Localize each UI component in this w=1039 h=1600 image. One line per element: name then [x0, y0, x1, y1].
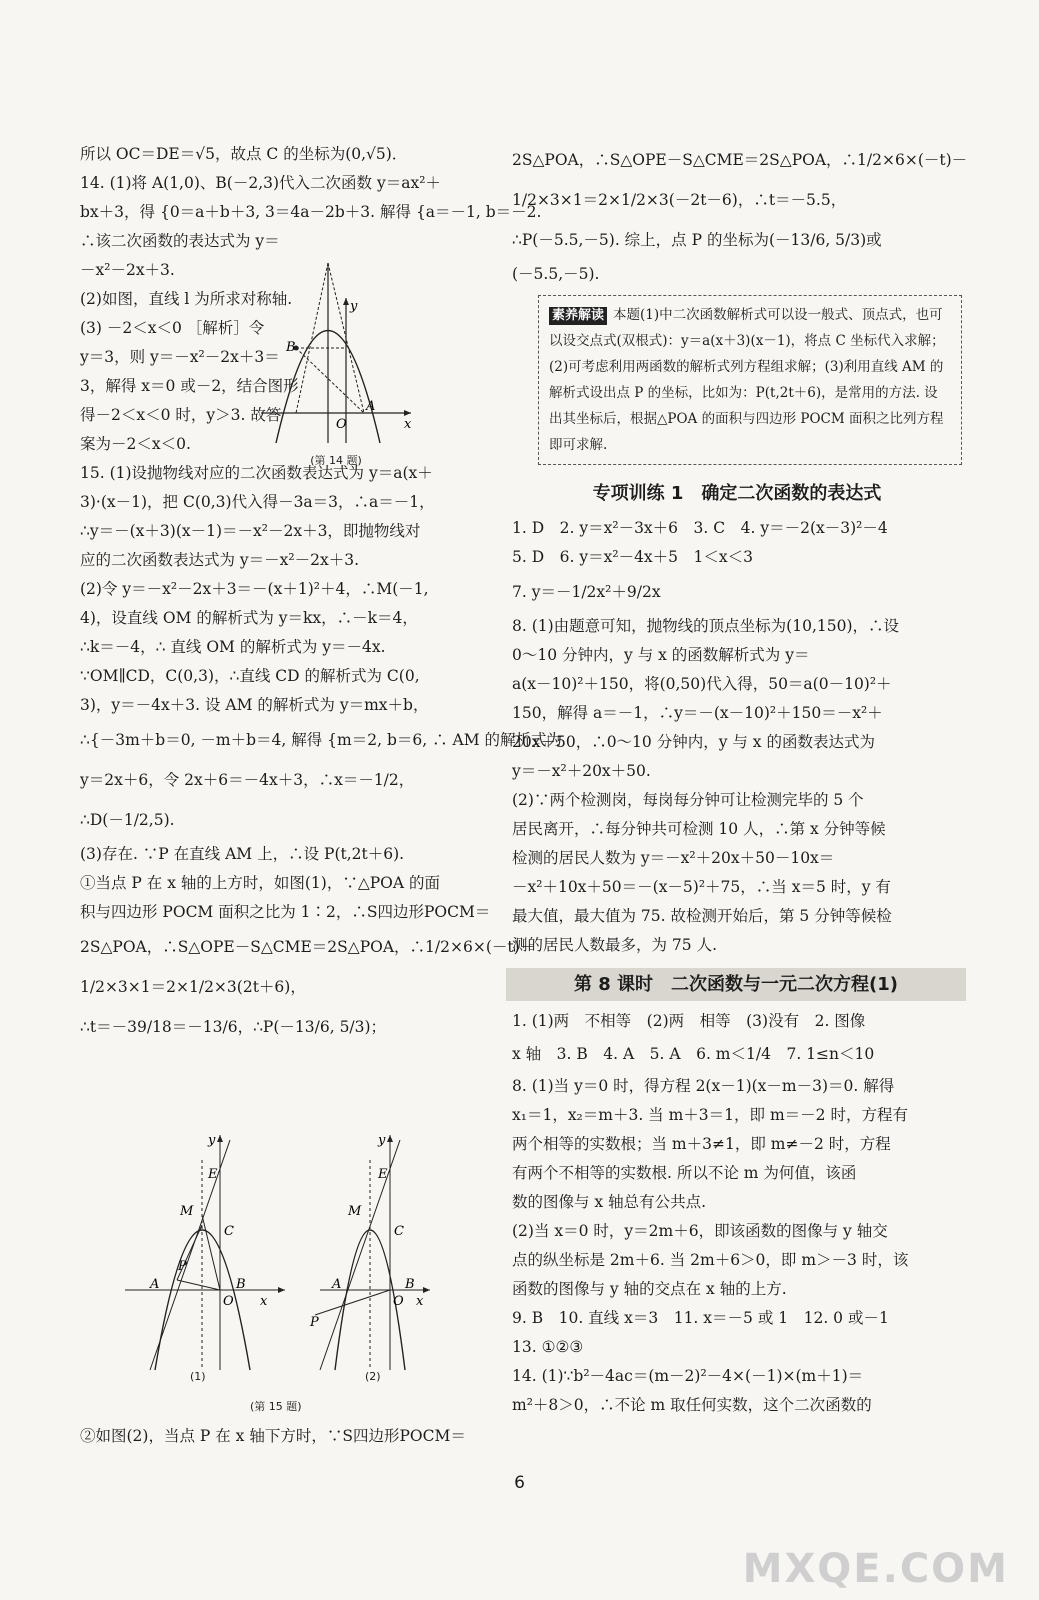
text-line: y＝3，则 y＝－x²－2x＋3＝ [80, 348, 280, 366]
text-line: 13. ①②③ [512, 1338, 584, 1356]
right-column [512, 140, 968, 1420]
svg-text:y: y [350, 299, 358, 314]
text-line: 数的图像与 x 轴总有公共点. [512, 1193, 707, 1211]
text-line: 居民离开，∴每分钟共可检测 10 人，∴第 x 分钟等候 [512, 820, 886, 838]
svg-text:y: y [208, 1133, 216, 1148]
analysis-tag: 素养解读 [549, 307, 607, 325]
text-line: 1. (1)两 不相等 (2)两 相等 (3)没有 2. 图像 [512, 1012, 866, 1030]
svg-text:M: M [348, 1204, 362, 1219]
text-line: 所以 OC＝DE＝√5，故点 C 的坐标为(0,√5)． [80, 145, 408, 163]
text-line: (3) －2＜x＜0 ［解析］令 [80, 319, 265, 337]
figure-14 [256, 258, 416, 468]
text-line: y＝2x＋6，令 2x＋6＝－4x＋3，∴x＝－1/2， [80, 771, 415, 789]
text-line: 积与四边形 POCM 面积之比为 1∶2，∴S四边形POCM＝ [80, 903, 491, 921]
text-line: (2)如图，直线 l 为所求对称轴. [80, 290, 293, 308]
text-line: ∴k＝－4，∴ 直线 OM 的解析式为 y＝－4x. [80, 638, 386, 656]
text-line: 案为－2＜x＜0. [80, 435, 191, 453]
text-line: 1/2×3×1＝2×1/2×3(－2t－6)，∴t＝－5.5， [512, 191, 847, 209]
text-line: 1. D 2. y＝x²－3x＋6 3. C 4. y＝－2(x－3)²－4 [512, 519, 888, 537]
figure-15-graphs [120, 1130, 500, 1390]
text-line: x 轴 3. B 4. A 5. A 6. m＜1/4 7. 1≤n＜10 [512, 1045, 875, 1063]
text-line: 有两个不相等的实数根. 所以不论 m 为何值，该函 [512, 1164, 857, 1182]
text-line: 检测的居民人数为 y＝－x²＋20x＋50－10x＝ [512, 849, 835, 867]
page-number: 6 [514, 1473, 525, 1493]
text-line: ∴y＝－(x＋3)(x－1)＝－x²－2x＋3，即抛物线对 [80, 522, 421, 540]
text-line: 7. y＝－1/2x²＋9/2x [512, 583, 661, 601]
text-line: 2S△POA，∴S△OPE－S△CME＝2S△POA，∴1/2×6×(－t)－ [512, 151, 968, 169]
svg-text:y: y [378, 1133, 386, 1148]
text-line: 3)，y＝－4x＋3. 设 AM 的解析式为 y＝mx＋b， [80, 696, 429, 714]
text-line: 点的纵坐标是 2m＋6. 当 2m＋6＞0，即 m＞－3 时，该 [512, 1251, 909, 1269]
text-line: 4)，设直线 OM 的解析式为 y＝kx，∴－k＝4， [80, 609, 418, 627]
text-line: (2)令 y＝－x²－2x＋3＝－(x＋1)²＋4，∴M(－1, [80, 580, 429, 598]
text-line: x₁＝1，x₂＝m＋3. 当 m＋3＝1，即 m＝－2 时，方程有 [512, 1106, 908, 1124]
text-line: ∵OM∥CD，C(0,3)，∴直线 CD 的解析式为 C(0, [80, 667, 420, 685]
text-line: －x²－2x＋3. [80, 261, 175, 279]
svg-text:x: x [404, 417, 412, 432]
svg-text:C: C [224, 1224, 234, 1239]
text-line: ∴t＝－39/18＝－13/6，∴P(－13/6, 5/3)； [80, 1018, 387, 1036]
text-line: (2)当 x＝0 时，y＝2m＋6，即该函数的图像与 y 轴交 [512, 1222, 888, 1240]
analysis-text: 本题(1)中二次函数解析式可以设一般式、顶点式，也可以设交点式(双根式)：y＝a(x＋3)(x－1)，将点 C 坐标代入求解；(2)可考虑利用两函数的解析式列方程组求解；(3)利用直线 AM 的解析式设出点 P 的坐标，比如为：P(t,2t＋6)，是常用的方法. 设出其坐标后，根据△POA 的面积与四边形 POCM 面积之比列方程即可求解. [549, 307, 945, 453]
figure-14-graph [256, 258, 416, 448]
svg-text:A: A [366, 399, 376, 414]
text-line: (3)存在. ∵P 在直线 AM 上，∴设 P(t,2t＋6). [80, 845, 405, 863]
text-line: a(x－10)²＋150，将(0,50)代入得，50＝a(0－10)²＋ [512, 675, 892, 693]
svg-text:O: O [336, 417, 347, 432]
svg-text:B: B [236, 1277, 246, 1292]
text-line: (2)∵两个检测岗，每岗每分钟可让检测完毕的 5 个 [512, 791, 864, 809]
text-line: －x²＋10x＋50＝－(x－5)²＋75，∴当 x＝5 时，y 有 [512, 878, 891, 896]
analysis-box [538, 295, 962, 465]
text-line: 14. (1)将 A(1,0)、B(－2,3)代入二次函数 y＝ax²＋ [80, 174, 441, 192]
text-line: 测的居民人数最多，为 75 人. [512, 936, 718, 954]
svg-text:A: A [332, 1277, 342, 1292]
figure-15 [120, 1130, 500, 1420]
svg-text:C: C [394, 1224, 404, 1239]
text-line: (－5.5,－5). [512, 265, 600, 283]
svg-text:O: O [223, 1294, 234, 1309]
svg-text:E: E [208, 1167, 218, 1182]
text-line: 5. D 6. y＝x²－4x＋5 1＜x＜3 [512, 548, 753, 566]
svg-text:E: E [378, 1167, 388, 1182]
lesson-banner: 第 8 课时 二次函数与一元二次方程(1) [506, 968, 966, 1001]
figure-15-graph-2 [309, 1133, 430, 1370]
text-line: 3，解得 x＝0 或－2，结合图形 [80, 377, 299, 395]
text-line: 两个相等的实数根；当 m＋3≠1，即 m≠－2 时，方程 [512, 1135, 891, 1153]
text-line: ①当点 P 在 x 轴的上方时，如图(1)，∵△POA 的面 [80, 874, 441, 892]
text-line: m²＋8＞0，∴不论 m 取任何实数，这个二次函数的 [512, 1396, 872, 1414]
figure-14-caption: (第 14 题) [310, 454, 362, 467]
svg-text:O: O [393, 1294, 404, 1309]
section-title: 专项训练 1 确定二次函数的表达式 [592, 483, 882, 504]
text-line: 得－2＜x＜0 时，y＞3. 故答 [80, 406, 282, 424]
svg-text:P: P [178, 1259, 187, 1274]
figure-15-subcaption-2: (2) [365, 1370, 381, 1383]
svg-text:x: x [416, 1294, 424, 1309]
svg-text:B: B [405, 1277, 415, 1292]
text-line: ∴D(－1/2,5). [80, 811, 175, 829]
text-line: 20x＋50，∴0～10 分钟内，y 与 x 的函数表达式为 [512, 733, 875, 751]
text-line: 14. (1)∵b²－4ac＝(m－2)²－4×(－1)×(m＋1)＝ [512, 1367, 864, 1385]
svg-text:B: B [286, 340, 296, 355]
watermark: MXQE.COM [742, 1546, 1009, 1592]
text-line: 最大值，最大值为 75. 故检测开始后，第 5 分钟等候检 [512, 907, 892, 925]
svg-text:x: x [260, 1294, 268, 1309]
text-line: 2S△POA，∴S△OPE－S△CME＝2S△POA，∴1/2×6×(－t)－ [80, 938, 536, 956]
text-line: ②如图(2)，当点 P 在 x 轴下方时，∵S四边形POCM＝ [80, 1427, 466, 1445]
text-line: 8. (1)由题意可知，抛物线的顶点坐标为(10,150)，∴设 [512, 617, 900, 635]
text-line: 0～10 分钟内，y 与 x 的函数解析式为 y＝ [512, 646, 810, 664]
svg-text:A: A [150, 1277, 160, 1292]
text-line: y＝－x²＋20x＋50. [512, 762, 651, 780]
figure-15-subcaption-1: (1) [190, 1370, 206, 1383]
figure-15-graph-1 [125, 1133, 285, 1370]
text-line: bx＋3，得 {0＝a＋b＋3, 3＝4a－2b＋3. 解得 {a＝－1, b＝－2. [80, 203, 542, 221]
svg-text:M: M [180, 1204, 194, 1219]
text-line: 1/2×3×1＝2×1/2×3(2t＋6)， [80, 978, 306, 996]
text-line: 3)·(x－1)，把 C(0,3)代入得－3a＝3，∴a＝－1， [80, 493, 435, 511]
text-line: 函数的图像与 y 轴的交点在 x 轴的上方. [512, 1280, 787, 1298]
text-line: 15. (1)设抛物线对应的二次函数表达式为 y＝a(x＋ [80, 464, 433, 482]
svg-text:P: P [310, 1315, 319, 1330]
text-line: ∴{－3m＋b＝0, －m＋b＝4, 解得 {m＝2, b＝6, ∴ AM 的解析式为 [80, 731, 563, 749]
text-line: ∴P(－5.5,－5). 综上，点 P 的坐标为(－13/6, 5/3)或 [512, 231, 882, 249]
figure-15-caption: (第 15 题) [250, 1400, 302, 1413]
text-line: 9. B 10. 直线 x＝3 11. x＝－5 或 1 12. 0 或－1 [512, 1309, 889, 1327]
text-line: 8. (1)当 y＝0 时，得方程 2(x－1)(x－m－3)＝0. 解得 [512, 1077, 895, 1095]
text-line: ∴该二次函数的表达式为 y＝ [80, 232, 280, 250]
text-line: 150，解得 a＝－1，∴y＝－(x－10)²＋150＝－x²＋ [512, 704, 883, 722]
text-line: 应的二次函数表达式为 y＝－x²－2x＋3. [80, 551, 360, 569]
